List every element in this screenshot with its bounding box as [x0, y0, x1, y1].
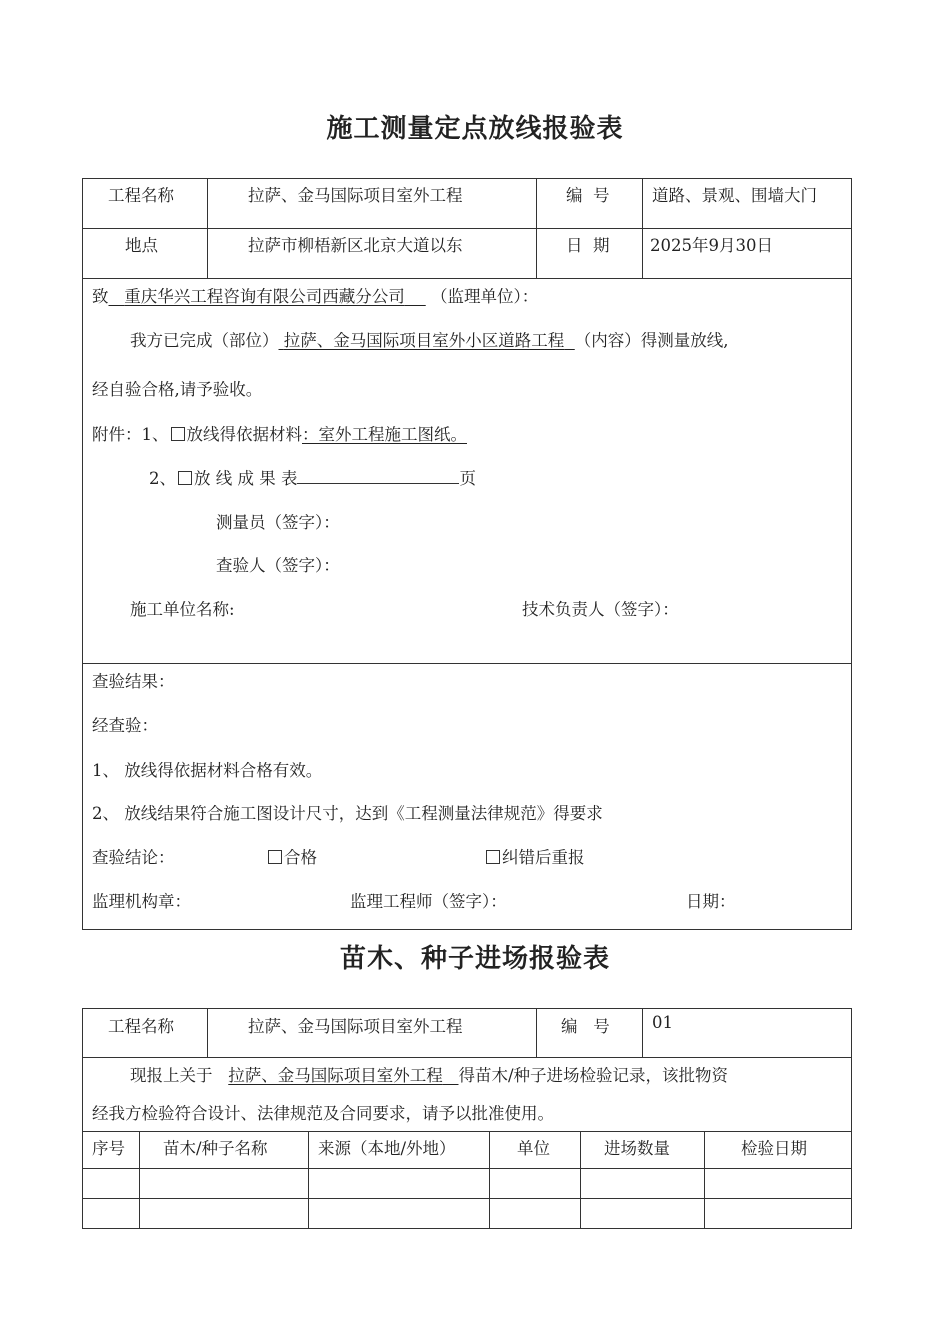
col-divider [536, 1009, 537, 1057]
col-divider [642, 179, 643, 278]
tech-lead-signature-label: 技术负责人（签字）： [522, 600, 679, 619]
table-row[interactable] [83, 1169, 851, 1198]
col-divider [207, 1009, 208, 1057]
row-divider [83, 278, 851, 279]
form2-table [82, 1008, 852, 1229]
number-label: 编 号 [566, 186, 610, 205]
attachment-2-prefix: 2、 [149, 469, 176, 488]
option-resubmit[interactable] [484, 844, 585, 868]
option-pass[interactable] [266, 844, 317, 868]
form1-table [82, 178, 852, 930]
col-header-source: 来源（本地/外地） [318, 1139, 456, 1158]
supervision-seal-label: 监理机构章： [92, 892, 191, 911]
attachment-2 [149, 465, 476, 489]
completed-part [279, 331, 575, 350]
col-header-index: 序号 [92, 1139, 125, 1158]
completion-prefix: 我方已完成（部位） [130, 331, 279, 350]
option-resubmit-label: 纠错后重报 [502, 848, 585, 867]
number-value: 道路、景观、围墙大门 [652, 186, 817, 205]
col-divider [536, 179, 537, 278]
checkbox-icon[interactable] [486, 850, 500, 864]
result-item-2: 2、 放线结果符合施工图设计尺寸，达到《工程测量法律规范》得要求 [92, 804, 603, 823]
row-divider [83, 663, 851, 664]
attachment-1 [92, 421, 467, 445]
checkbox-icon[interactable] [268, 850, 282, 864]
col-header-unit: 单位 [517, 1139, 550, 1158]
location-value: 拉萨市柳梧新区北京大道以东 [248, 236, 463, 255]
form2-title: 苗木、种子进场报验表 [339, 944, 610, 974]
date-value: 2025年9月30日 [650, 236, 773, 255]
number-value: 01 [652, 1013, 673, 1032]
inspector-signature-label: 查验人（签字）： [216, 556, 340, 575]
conclusion-label: 查验结论： [92, 848, 175, 867]
attachment-1-prefix: 附件：1、 [92, 425, 169, 444]
submission-project [228, 1066, 458, 1085]
project-name-label: 工程名称 [108, 1017, 174, 1036]
row-divider [83, 1131, 851, 1132]
completion-suffix: （内容）得测量放线, [574, 331, 729, 350]
attachment-2-label: 放 线 成 果 表 [194, 469, 298, 488]
checked-label: 经查验： [92, 716, 158, 735]
checkbox-icon[interactable] [171, 427, 185, 441]
completed-part-text: 拉萨、金马国际项目室外小区道路工程 [283, 331, 565, 350]
attachment-1-value: ：室外工程施工图纸。 [302, 425, 467, 444]
page-count-blank[interactable] [297, 469, 459, 484]
col-divider [207, 179, 208, 278]
date-label: 日 期 [566, 236, 610, 255]
supervisor-unit-name: 重庆华兴工程咨询有限公司西藏分公司 [124, 287, 405, 306]
completion-statement [130, 327, 729, 351]
attachment-1-label: 放线得依据材料 [186, 425, 302, 444]
checkbox-icon[interactable] [178, 471, 192, 485]
attachment-2-suffix: 页 [459, 469, 476, 488]
supervisor-unit [109, 287, 426, 306]
result-item-1: 1、 放线得依据材料合格有效。 [92, 761, 323, 780]
project-name-value: 拉萨、金马国际项目室外工程 [248, 1017, 463, 1036]
row-divider [83, 228, 851, 229]
project-name-value: 拉萨、金马国际项目室外工程 [248, 186, 463, 205]
location-label: 地点 [125, 236, 158, 255]
inspection-result-label: 查验结果： [92, 672, 175, 691]
col-header-quantity: 进场数量 [604, 1139, 670, 1158]
submission-suffix: 得苗木/种子进场检验记录，该批物资 [458, 1066, 729, 1085]
addressee-prefix: 致 [92, 287, 109, 306]
submission-statement-line2: 经我方检验符合设计、法律规范及合同要求，请予以批准使用。 [92, 1104, 554, 1123]
submission-project-text: 拉萨、金马国际项目室外工程 [228, 1066, 443, 1085]
table-row[interactable] [83, 1199, 851, 1228]
contractor-name-label: 施工单位名称: [130, 600, 235, 619]
form1-title: 施工测量定点放线报验表 [326, 114, 624, 144]
submission-statement [130, 1062, 728, 1086]
option-pass-label: 合格 [284, 848, 317, 867]
submission-prefix: 现报上关于 [130, 1066, 213, 1085]
addressee-suffix: （监理单位）： [430, 287, 539, 306]
number-label: 编 号 [561, 1017, 610, 1036]
col-header-name: 苗木/种子名称 [163, 1139, 268, 1158]
col-divider [642, 1009, 643, 1057]
completion-statement-line2: 经自验合格,请予验收。 [92, 380, 263, 399]
supervising-engineer-label: 监理工程师（签字）： [350, 892, 507, 911]
addressee-line [92, 283, 538, 307]
project-name-label: 工程名称 [108, 186, 174, 205]
row-divider [83, 1057, 851, 1058]
surveyor-signature-label: 测量员（签字）： [216, 513, 340, 532]
sign-date-label: 日期： [686, 892, 736, 911]
col-header-inspection-date: 检验日期 [741, 1139, 807, 1158]
